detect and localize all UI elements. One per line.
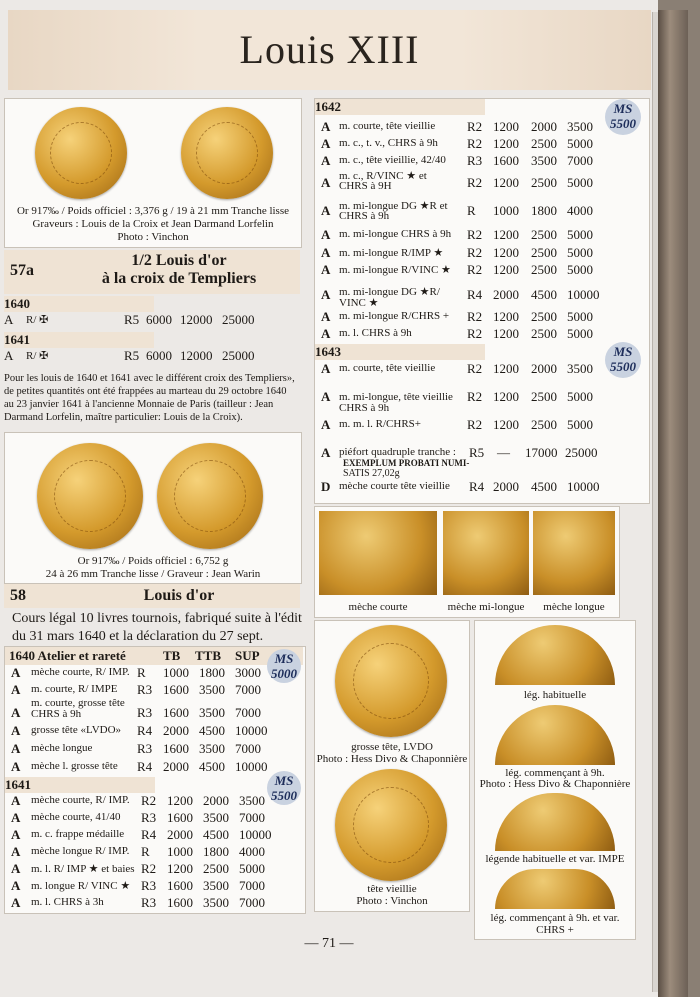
mint-letter: A <box>11 895 21 910</box>
legend-caption: lég. commençant à 9h. et var. <box>490 912 620 924</box>
rarity: R4 <box>141 827 157 842</box>
variety-line2: CHRS à 9h <box>31 708 82 720</box>
price-sup: 10000 <box>235 723 268 738</box>
price-ttb: 12000 <box>180 348 213 363</box>
louis-dor-coin-panel <box>4 432 302 584</box>
rarity: R3 <box>141 878 157 893</box>
mint-letter: A <box>4 348 14 363</box>
section-title: Louis d'or <box>143 587 215 604</box>
variety: m. mi-longue, tête vieillie <box>339 391 453 403</box>
price-ttb: 4500 <box>199 759 225 774</box>
price-ttb: 2500 <box>531 326 557 341</box>
mint-letter: A <box>321 153 331 168</box>
variety: m. l. R/ IMP ★ et baies <box>31 863 135 875</box>
price-sup: 10000 <box>239 827 272 842</box>
detail-caption: mèche longue <box>543 601 605 613</box>
mint-letter: A <box>321 136 331 151</box>
price-ttb: 2500 <box>531 389 557 404</box>
price-tb: 2000 <box>167 827 193 842</box>
page-number: — 71 — <box>304 936 354 951</box>
price-ttb: 2500 <box>531 136 557 151</box>
price-ttb: 4500 <box>531 479 557 494</box>
price-ttb: 3500 <box>199 741 225 756</box>
louis-dor-intro <box>12 610 302 646</box>
louis-dor-reverse-coin <box>157 443 263 549</box>
note-line: Darmand Lorfelin, maître particulier: Louis de la Croix). <box>4 412 243 423</box>
variety-line2: CHRS à 9h <box>339 210 390 222</box>
ms-label: MS <box>274 651 294 666</box>
price-tb: — <box>497 445 510 460</box>
variety-line2: CHRS à 9H <box>339 180 392 192</box>
rarity: R5 <box>124 348 140 363</box>
rarity: R2 <box>467 136 483 151</box>
mint-letter: A <box>321 287 331 302</box>
price-sup: 10000 <box>567 479 600 494</box>
price-ttb: 2500 <box>531 309 557 324</box>
section-58-header <box>4 584 300 608</box>
variety: mèche longue <box>31 742 93 754</box>
photo-credit: Photo : Hess Divo & Chaponnière <box>479 778 631 790</box>
rarity: R2 <box>467 309 483 324</box>
legend-habituelle-image <box>495 625 615 685</box>
mint-letter: A <box>11 793 21 808</box>
rarity: R2 <box>141 861 157 876</box>
price-ttb: 3500 <box>203 878 229 893</box>
price-sup: 3500 <box>567 361 593 376</box>
variety: piéfort quadruple tranche : <box>339 446 456 458</box>
column-sup: SUP <box>235 648 260 663</box>
templiers-note <box>4 372 304 424</box>
variety: m. c., t. v., CHRS à 9h <box>339 137 438 149</box>
legend-caption: lég. habituelle <box>523 689 587 701</box>
variety: mèche courte tête vieillie <box>339 480 450 492</box>
variety: m. mi-longue R/CHRS + <box>339 310 450 322</box>
price-ttb: 3500 <box>203 810 229 825</box>
half-louis-coin-panel <box>4 98 302 248</box>
price-ttb: 2500 <box>531 175 557 190</box>
price-sup: 5000 <box>567 326 593 341</box>
price-tb: 1200 <box>493 389 519 404</box>
variety: mèche courte, R/ IMP. <box>31 794 130 806</box>
price-tb: 1200 <box>493 361 519 376</box>
rarity: R3 <box>137 741 153 756</box>
price-sup: 7000 <box>239 895 265 910</box>
note-line: Pour les louis de 1640 et 1641 avec le différent croix des Templiers», <box>4 373 295 384</box>
legend-caption: lég. commençant à 9h. <box>505 767 605 779</box>
price-ttb: 1800 <box>203 844 229 859</box>
variety: grosse tête «LVDO» <box>31 724 122 736</box>
price-ttb: 2500 <box>531 227 557 242</box>
price-tb: 1200 <box>493 175 519 190</box>
mint-mark: R/ ✠ <box>26 350 49 362</box>
rarity: R2 <box>467 245 483 260</box>
price-ttb: 1800 <box>531 203 557 218</box>
legend-9h-image <box>495 705 615 765</box>
variety: m. courte, R/ IMPE <box>31 683 118 695</box>
price-ttb: 17000 <box>525 445 558 460</box>
price-sup: 5000 <box>239 861 265 876</box>
rarity: R4 <box>137 759 153 774</box>
tete-vieillie-coin <box>335 769 447 881</box>
year-label: 1641 <box>5 777 155 793</box>
price-tb: 1200 <box>167 861 193 876</box>
price-tb: 1600 <box>167 895 193 910</box>
price-tb: 1600 <box>163 741 189 756</box>
price-sup: 25000 <box>222 312 255 327</box>
price-tb: 2000 <box>163 723 189 738</box>
price-tb: 1200 <box>493 262 519 277</box>
variety: m. c., tête vieillie, 42/40 <box>339 154 446 166</box>
legend-impe-image <box>495 793 615 851</box>
rarity: R2 <box>467 262 483 277</box>
mint-letter: A <box>11 844 21 859</box>
mint-letter: A <box>321 361 331 376</box>
rarity: R2 <box>467 119 483 134</box>
rarity: R2 <box>141 793 157 808</box>
rarity: R <box>137 665 146 680</box>
mint-letter: A <box>321 227 331 242</box>
year-label: 1641 <box>4 332 154 348</box>
rarity: R2 <box>467 227 483 242</box>
variety: m. courte, grosse tête <box>31 697 125 709</box>
section-number: 58 <box>10 587 26 604</box>
price-tb: 1600 <box>163 682 189 697</box>
column-ttb: TTB <box>195 648 222 663</box>
variety: m. mi-longue DG ★R/ <box>339 286 440 298</box>
price-tb: 2000 <box>163 759 189 774</box>
rarity: R3 <box>467 153 483 168</box>
mint-letter: A <box>321 175 331 190</box>
grosse-tete-coin <box>335 625 447 737</box>
year-label: 1640 <box>4 296 154 312</box>
rarity: R2 <box>467 389 483 404</box>
price-sup: 5000 <box>567 262 593 277</box>
price-sup: 3000 <box>235 665 261 680</box>
column-tb: TB <box>163 648 181 663</box>
variety: m. l. CHRS à 3h <box>31 896 104 908</box>
price-ttb: 3500 <box>531 153 557 168</box>
price-sup: 5000 <box>567 309 593 324</box>
mid-lock-detail-image <box>443 511 529 595</box>
price-sup: 7000 <box>567 153 593 168</box>
price-tb: 1200 <box>493 227 519 242</box>
rarity: R5 <box>124 312 140 327</box>
price-sup: 5000 <box>567 136 593 151</box>
rarity: R3 <box>141 895 157 910</box>
photo-credit: Photo : Hess Divo & Chaponnière <box>316 753 468 765</box>
price-sup: 5000 <box>567 245 593 260</box>
mint-letter: A <box>321 309 331 324</box>
price-sup: 5000 <box>567 227 593 242</box>
intro-line: Cours légal 10 livres tournois, fabriqué suite à l'édit <box>12 611 302 626</box>
mint-letter: A <box>11 878 21 893</box>
ms-value: 5500 <box>271 788 297 803</box>
rarity: R2 <box>467 175 483 190</box>
page-title: Louis XIII <box>239 27 420 72</box>
mint-letter: A <box>321 326 331 341</box>
mint-letter: A <box>11 723 21 738</box>
price-tb: 1200 <box>493 309 519 324</box>
rarity: R2 <box>467 326 483 341</box>
mint-letter: A <box>11 827 21 842</box>
section-title: 1/2 Louis d'or <box>131 252 227 269</box>
price-sup: 5000 <box>567 175 593 190</box>
price-sup: 10000 <box>235 759 268 774</box>
mint-letter: A <box>11 682 21 697</box>
caption-line: Or 917‰ / Poids officiel : 6,752 g <box>77 555 229 567</box>
price-tb: 1600 <box>167 810 193 825</box>
price-sup: 5000 <box>567 417 593 432</box>
price-ttb: 2500 <box>531 262 557 277</box>
price-ttb: 4500 <box>531 287 557 302</box>
price-ttb: 12000 <box>180 312 213 327</box>
price-ttb: 1800 <box>199 665 225 680</box>
rarity: R2 <box>467 417 483 432</box>
mint-letter: A <box>4 312 14 327</box>
variety: m. longue R/ VINC ★ <box>31 880 131 892</box>
legend-chrs-plus-image <box>495 869 615 909</box>
year-label: 1643 <box>315 344 485 360</box>
mint-letter: A <box>321 262 331 277</box>
ms-value: 5500 <box>610 116 636 131</box>
mint-letter: A <box>11 810 21 825</box>
price-tb: 1600 <box>493 153 519 168</box>
rarity: R4 <box>467 287 483 302</box>
price-tb: 1200 <box>493 417 519 432</box>
ms-label: MS <box>613 344 633 359</box>
price-sup: 5000 <box>567 389 593 404</box>
half-louis-obverse-coin <box>35 107 127 199</box>
ms-label: MS <box>613 101 633 116</box>
rarity: R3 <box>137 705 153 720</box>
legend-variety-panel <box>474 620 636 940</box>
table-header <box>5 647 303 665</box>
price-tb: 6000 <box>146 312 172 327</box>
portrait-caption: tête vieillie <box>367 883 417 895</box>
intro-line: du 31 mars 1640 et la déclaration du 27 sept. <box>12 629 264 644</box>
price-table-1642-1643 <box>314 98 650 504</box>
ms-value: 5500 <box>610 359 636 374</box>
variety-line2: VINC ★ <box>339 297 379 309</box>
price-ttb: 2000 <box>531 119 557 134</box>
price-tb: 1600 <box>163 705 189 720</box>
variety-line2: EXEMPLUM PROBATI NUMI- <box>343 458 470 468</box>
price-sup: 25000 <box>565 445 598 460</box>
caption-line: Graveurs : Louis de la Croix et Jean Darmand Lorfelin <box>32 218 274 230</box>
rarity: R <box>141 844 150 859</box>
price-tb: 6000 <box>146 348 172 363</box>
rarity: R4 <box>137 723 153 738</box>
price-ttb: 4500 <box>203 827 229 842</box>
price-ttb: 2500 <box>203 861 229 876</box>
mint-letter: A <box>11 665 21 680</box>
mint-mark: R/ ✠ <box>26 314 49 326</box>
year-label: 1642 <box>315 99 485 115</box>
price-sup: 7000 <box>235 682 261 697</box>
portrait-caption: grosse tête, LVDO <box>351 741 433 753</box>
photo-credit: Photo : Vinchon <box>356 895 428 907</box>
price-tb: 1200 <box>493 245 519 260</box>
variety: mèche courte, R/ IMP. <box>31 666 130 678</box>
legend-caption: CHRS + <box>536 924 574 936</box>
price-ttb: 3500 <box>199 682 225 697</box>
price-tb: 1000 <box>163 665 189 680</box>
long-lock-detail-image <box>533 511 615 595</box>
price-sup: 4000 <box>239 844 265 859</box>
rarity: R3 <box>141 810 157 825</box>
mint-letter: A <box>321 119 331 134</box>
variety: m. c., R/VINC ★ et <box>339 170 427 182</box>
caption-line: Photo : Vinchon <box>117 231 189 243</box>
price-sup: 7000 <box>239 810 265 825</box>
variety: m. c. frappe médaille <box>31 828 125 840</box>
price-sup: 10000 <box>567 287 600 302</box>
price-tb: 1000 <box>493 203 519 218</box>
variety: m. l. CHRS à 9h <box>339 327 412 339</box>
variety: m. mi-longue R/VINC ★ <box>339 264 451 276</box>
price-ttb: 4500 <box>199 723 225 738</box>
portrait-variety-panel <box>314 620 470 912</box>
rarity: R <box>467 203 476 218</box>
price-sup: 3500 <box>239 793 265 808</box>
price-sup: 7000 <box>235 705 261 720</box>
louis-dor-obverse-coin <box>37 443 143 549</box>
variety: mèche courte, 41/40 <box>31 811 121 823</box>
variety: m. m. l. R/CHRS+ <box>339 418 422 430</box>
price-tb: 1200 <box>493 119 519 134</box>
note-line: de petites quantités ont été frappées au marteau du 29 octobre 1640 <box>4 386 287 397</box>
table-header-label: 1640 Atelier et rareté <box>9 648 126 663</box>
mint-letter: A <box>321 245 331 260</box>
price-tb: 1200 <box>493 136 519 151</box>
variety: mèche longue R/ IMP. <box>31 845 130 857</box>
rarity: R3 <box>137 682 153 697</box>
price-sup: 4000 <box>567 203 593 218</box>
price-tb: 1000 <box>167 844 193 859</box>
mint-letter: A <box>11 861 21 876</box>
rarity: R2 <box>467 361 483 376</box>
price-sup: 7000 <box>239 878 265 893</box>
price-ttb: 3500 <box>203 895 229 910</box>
louis-dor-price-table <box>4 646 306 914</box>
rarity: R5 <box>469 445 485 460</box>
section-57a-header <box>4 250 300 294</box>
variety: mèche l. grosse tête <box>31 760 118 772</box>
price-tb: 2000 <box>493 479 519 494</box>
variety: m. courte, tête vieillie <box>339 362 436 374</box>
variety-line3: SATIS 27,02g <box>343 468 400 479</box>
mint-letter: A <box>11 759 21 774</box>
rarity: R4 <box>469 479 485 494</box>
variety: m. mi-longue CHRS à 9h <box>339 228 452 240</box>
mint-letter: A <box>11 705 21 720</box>
price-ttb: 2000 <box>531 361 557 376</box>
price-tb: 1600 <box>167 878 193 893</box>
price-ttb: 2500 <box>531 245 557 260</box>
variety: m. mi-longue DG ★R et <box>339 200 448 212</box>
book-spine <box>658 10 688 997</box>
price-sup: 7000 <box>235 741 261 756</box>
half-louis-reverse-coin <box>181 107 273 199</box>
price-tb: 1200 <box>167 793 193 808</box>
lock-detail-panel <box>314 506 620 618</box>
variety: m. mi-longue R/IMP ★ <box>339 247 444 259</box>
price-ttb: 2500 <box>531 417 557 432</box>
title-banner <box>8 10 651 90</box>
mint-letter: A <box>11 741 21 756</box>
mint-letter: A <box>321 389 331 404</box>
detail-caption: mèche courte <box>348 601 408 613</box>
mint-letter: A <box>321 417 331 432</box>
ms-value: 5000 <box>271 666 297 681</box>
price-sup: 3500 <box>567 119 593 134</box>
detail-caption: mèche mi-longue <box>447 601 525 613</box>
price-ttb: 3500 <box>199 705 225 720</box>
mint-letter: A <box>321 445 331 460</box>
caption-line: Or 917‰ / Poids officiel : 3,376 g / 19 à 21 mm Tranche lisse <box>16 205 290 217</box>
variety-line2: CHRS à 9h <box>339 402 390 414</box>
section-number: 57a <box>10 262 34 279</box>
price-sup: 25000 <box>222 348 255 363</box>
price-ttb: 2000 <box>203 793 229 808</box>
caption-line: 24 à 26 mm Tranche lisse / Graveur : Jean Warin <box>45 568 261 580</box>
short-lock-detail-image <box>319 511 437 595</box>
section-title: à la croix de Templiers <box>101 270 257 287</box>
note-line: au 23 janvier 1641 à l'ancienne Monnaie de Paris (tailleur : Jean <box>4 399 274 410</box>
legend-caption: légende habituelle et var. IMPE <box>485 853 625 865</box>
ms-label: MS <box>274 773 294 788</box>
variety: m. courte, tête vieillie <box>339 120 436 132</box>
mint-letter: A <box>321 203 331 218</box>
price-tb: 2000 <box>493 287 519 302</box>
mint-letter: D <box>321 479 331 494</box>
price-tb: 1200 <box>493 326 519 341</box>
